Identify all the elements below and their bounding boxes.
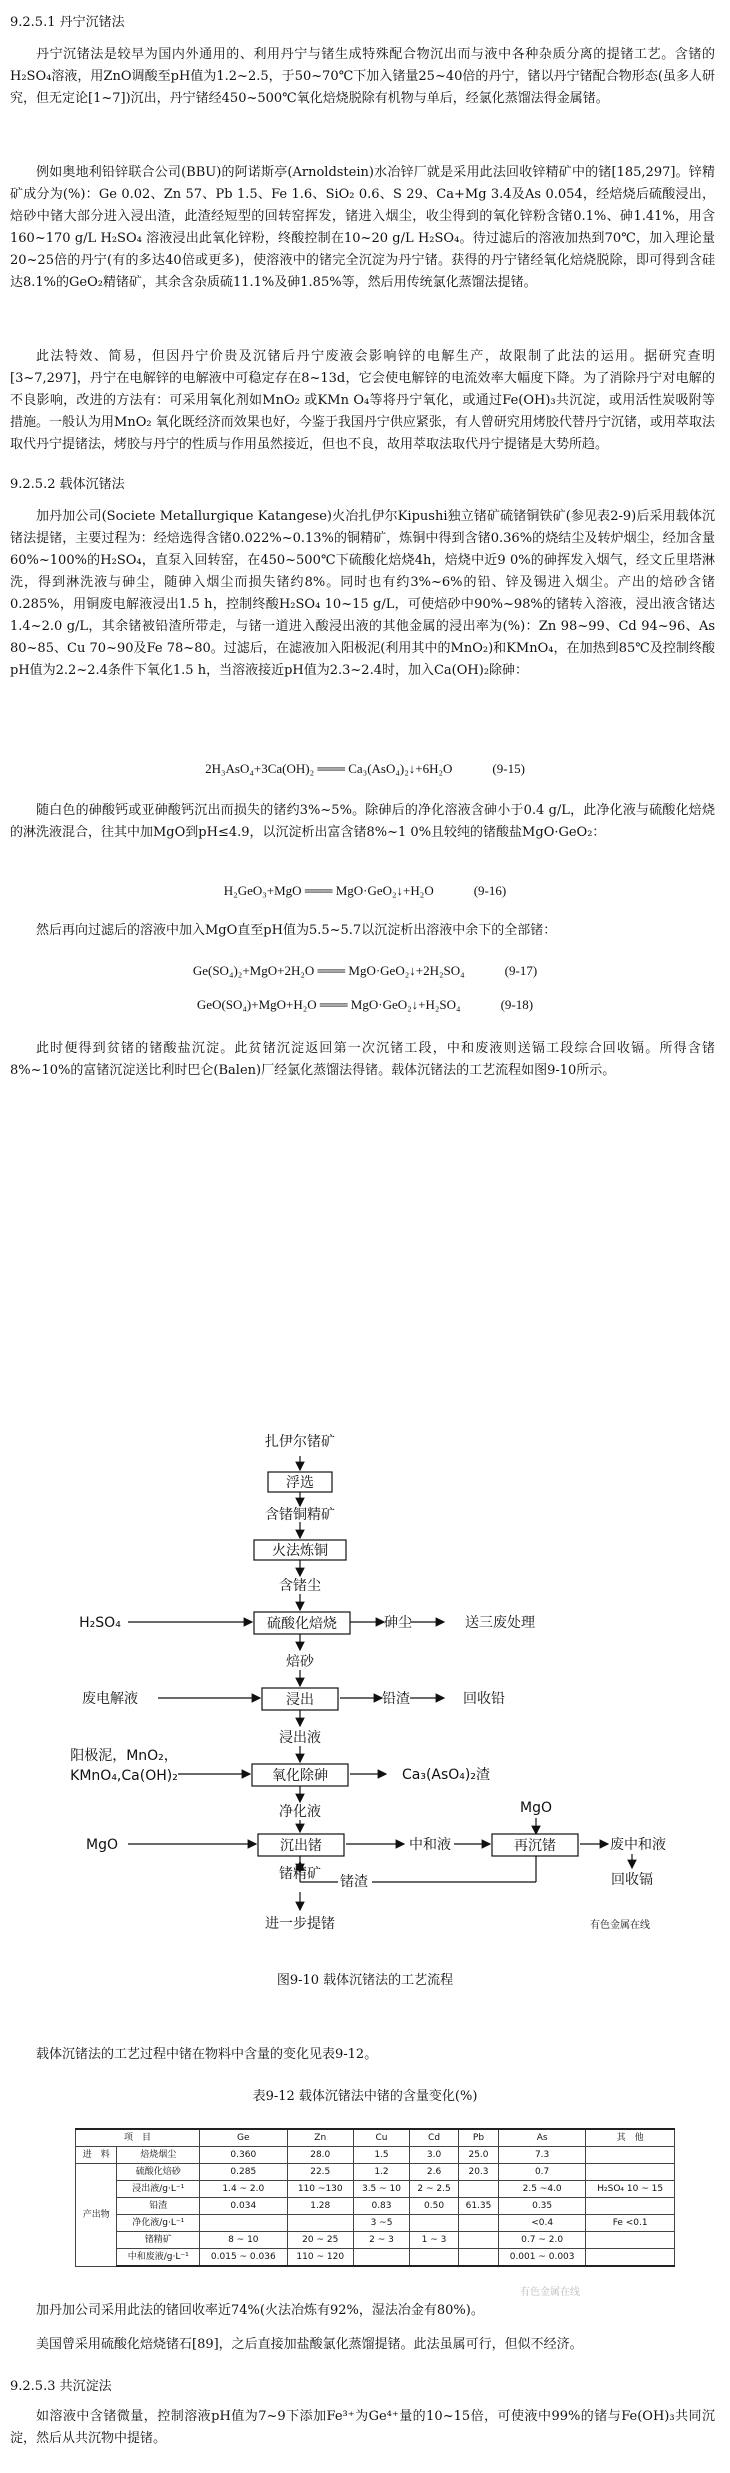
node-mgo-2: MgO — [520, 1800, 552, 1816]
table-header-cell: Cu — [353, 2129, 409, 2147]
cell: 3.5 ~ 10 — [353, 2181, 409, 2198]
row-label: 中和废液/g·L⁻¹ — [117, 2249, 200, 2267]
cell: <0.4 — [498, 2215, 585, 2232]
node-three-waste: 送三废处理 — [465, 1615, 535, 1631]
paragraph-mgo-addition: 然后再向过滤后的溶液中加入MgO直至pH值为5.5~5.7以沉淀析出溶液中余下的全部锗： — [36, 923, 557, 938]
node-pb-residue: 铅渣 — [382, 1691, 410, 1707]
cell — [287, 2215, 353, 2232]
cell — [459, 2215, 499, 2232]
paragraph-katanga-process: 加丹加公司(Societe Metallurgique Katangese)火冶扎伊尔Kipushi独立锗矿硫锗铜铁矿(参见表2-9)后采用载体沉锗法提锗，主要过程为：经焙选得含锗0.022%~0.13%的铜精矿，炼铜中得到含锗0.36%的烧结尘及转炉烟尘，经加含量60%~100%的H₂SO₄，直泵入回转窑，在450~500℃下硫酸化焙烧4h，焙烧中近9 0%的砷挥发入烟气，经文丘里塔淋洗，得到淋洗液与砷尘，随砷入烟尘而损失锗约8%。同时也有约3%~6%的铅、锌及锡进入烟尘。产出的焙砂含锗0.285%，用铜废电解液浸出1.5 h，控制终酸H₂SO₄ 10~15 g/L，可使焙砂中90%~98%的锗转入溶液，浸出液含锗达1.4~2.0 g/L，其余锗被铅渣所带走，与锗一道进入酸浸出液的其他金属的浸出率为(%)：Zn 98~99、Cd 94~96、As 80~85、Cu 70~90及Fe 78~80。过滤后，在滤液加入阳极泥(利用其中的MnO₂)和KMnO₄，在加热到85℃及控制终酸pH值为2.2~2.4条件下氧化1.5 h，当溶液接近pH值为2.3~2.4时，加入Ca(OH)₂除砷： — [10, 509, 715, 678]
cell — [200, 2215, 287, 2232]
node-ge-dust: 含锗尘 — [279, 1578, 321, 1594]
node-cd-recovery: 回收镉 — [611, 1872, 653, 1888]
cell — [410, 2215, 459, 2232]
equation-text: GeO(SO₄)+MgO+H₂O ═══ MgO·GeO₂↓+H₂SO₄ — [196, 997, 461, 1012]
equation-number: (9-18) — [500, 997, 534, 1012]
node-ca-arsenate: Ca₃(AsO₄)₂渣 — [401, 1767, 491, 1783]
cell — [586, 2232, 675, 2249]
node-oxidize-as: 氧化除砷 — [272, 1768, 328, 1784]
cell: 1.28 — [287, 2198, 353, 2215]
cell: 3 ~5 — [353, 2215, 409, 2232]
cell: 8 ~ 10 — [200, 2232, 287, 2249]
equation-9-16 — [0, 880, 730, 902]
cell: 0.015 ~ 0.036 — [200, 2249, 287, 2267]
cell: 22.5 — [287, 2164, 353, 2181]
paragraph-coprecipitation: 如溶液中含锗微量，控制溶液pH值为7~9下添加Fe³⁺为Ge⁴⁺量的10~15倍，可使液中99%的锗与Fe(OH)₃共同沉淀，然后从共沉物中提锗。 — [10, 2409, 715, 2446]
equation-number: (9-16) — [473, 883, 507, 898]
equation-number: (9-17) — [504, 963, 538, 978]
cell — [459, 2181, 499, 2198]
node-reagents-line2: KMnO₄,Ca(OH)₂ — [70, 1768, 178, 1784]
paragraph-tannin-intro: 丹宁沉锗法是较早为国内外通用的、利用丹宁与锗生成特殊配合物沉出而与液中各种杂质分离的提锗工艺。含锗的H₂SO₄溶液，用ZnO调酸至pH值为1.2~2.5，于50~70℃下加入锗量25~40倍的丹宁，锗以丹宁锗配合物形态(虽多人研究，但无定论[1~7])沉出，丹宁锗经450~500℃氧化焙烧脱除有机物与单后，经氯化蒸馏法得金属锗。 — [10, 47, 715, 106]
equation-text: 2H₃AsO₄+3Ca(OH)₂ ═══ Ca₃(AsO₄)₂↓+6H₂O — [205, 761, 453, 776]
node-neutral-liquor: 中和液 — [409, 1837, 451, 1853]
cell: 0.7 — [498, 2164, 585, 2181]
cell: 2 ~ 3 — [353, 2232, 409, 2249]
table-row — [76, 2215, 675, 2232]
cell: 0.50 — [410, 2198, 459, 2215]
cell: Fe <0.1 — [586, 2215, 675, 2232]
cell: H₂SO₄ 10 ~ 15 — [586, 2181, 675, 2198]
paragraph-arsenic-removal: 随白色的砷酸钙或亚砷酸钙沉出而损失的锗约3%~5%。除砷后的净化溶液含砷小于0.4 g/L，此净化液与硫酸化焙烧的淋洗液混合，往其中加MgO到pH≤4.9，以沉淀析出富含锗8%~1 0%且较纯的锗酸盐MgO·GeO₂： — [10, 803, 715, 840]
paragraph-bbu-example: 例如奥地利铅锌联合公司(BBU)的阿诺斯亭(Arnoldstein)水冶锌厂就是采用此法回收锌精矿中的锗[185,297]。锌精矿成分为(%)：Ge 0.02、Zn 57、Pb 1.5、Fe 1.6、SiO₂ 0.6、S 29、Ca+Mg 3.4及As 0.054，经焙烧后硫酸浸出，焙砂中锗大部分进入浸出渣，此渣经短型的回转窑挥发，锗进入烟尘，收尘得到的氧化锌粉含锗0.1%、砷1.41%，用含160~170 g/L H₂SO₄ 溶液浸出此氧化锌粉，终酸控制在10~20 g/L H₂SO₄。待过滤后的溶液加热到70℃，加入理论量20~25倍的丹宁(有的多达40倍或更多)，使溶液中的锗完全沉淀为丹宁锗。获得的丹宁锗经氧化焙烧脱除，即可得到含硅达8.1%的GeO₂精锗矿，其余含杂质硫11.1%及砷1.85%等，然后用传统氯化蒸馏法提锗。 — [10, 165, 715, 290]
cell — [586, 2164, 675, 2181]
row-label: 铅渣 — [117, 2198, 200, 2215]
equation-9-15 — [0, 758, 730, 780]
cell: 0.360 — [200, 2147, 287, 2164]
node-spent-electrolyte: 废电解液 — [82, 1691, 138, 1707]
cell: 1.5 — [353, 2147, 409, 2164]
cell: 28.0 — [287, 2147, 353, 2164]
flowchart-watermark: 有色金属在线 — [590, 1920, 650, 1931]
table-row — [76, 2147, 675, 2164]
cell: 1.4 ~ 2.0 — [200, 2181, 287, 2198]
cell: 25.0 — [459, 2147, 499, 2164]
cell: 3.0 — [410, 2147, 459, 2164]
section-heading-9-2-5-1: 9.2.5.1 丹宁沉锗法 — [10, 15, 125, 30]
cell: 61.35 — [459, 2198, 499, 2215]
cell: 20 ~ 25 — [287, 2232, 353, 2249]
table-row — [76, 2181, 675, 2198]
paragraph-table-intro: 载体沉锗法的工艺过程中锗在物料中含量的变化见表9-12。 — [36, 2047, 378, 2062]
equation-text: H₂GeO₃+MgO ═══ MgO·GeO₂↓+H₂O — [223, 883, 434, 898]
node-leach-liquor: 浸出液 — [279, 1730, 321, 1746]
cell: 0.034 — [200, 2198, 287, 2215]
paragraph-us-method: 美国曾采用硫酸化焙烧锗石[89]，之后直接加盐酸氯化蒸馏提锗。此法虽属可行，但似不经济。 — [36, 2337, 583, 2352]
cell: 20.3 — [459, 2164, 499, 2181]
node-re-precipitate: 再沉锗 — [514, 1838, 556, 1854]
cell: 110 ~ 120 — [287, 2249, 353, 2267]
cell: 2.6 — [410, 2164, 459, 2181]
figure-caption: 图9-10 载体沉锗法的工艺流程 — [276, 1973, 454, 1988]
cell: 2 ~ 2.5 — [410, 2181, 459, 2198]
table-row — [76, 2198, 675, 2215]
table-header-cell: Pb — [459, 2129, 499, 2147]
row-label: 净化液/g·L⁻¹ — [117, 2215, 200, 2232]
table-header-cell: Ge — [200, 2129, 287, 2147]
node-ge-cu-conc: 含锗铜精矿 — [265, 1507, 335, 1523]
node-leach: 浸出 — [286, 1692, 314, 1708]
node-precipitate-ge: 沉出锗 — [280, 1838, 322, 1854]
node-fire-smelting: 火法炼铜 — [272, 1543, 328, 1559]
node-ge-residue: 锗渣 — [340, 1874, 368, 1890]
node-zaire-ore: 扎伊尔锗矿 — [265, 1434, 335, 1450]
cell — [459, 2232, 499, 2249]
table-header-cell: 项 目 — [76, 2129, 200, 2147]
flowchart-figure-9-10 — [60, 1430, 670, 1960]
cell: 0.7 ~ 2.0 — [498, 2232, 585, 2249]
node-reagents-line1: 阳极泥，MnO₂， — [70, 1748, 178, 1764]
row-label: 锗精矿 — [117, 2232, 200, 2249]
table-header-cell: 其 他 — [586, 2129, 675, 2147]
equation-number: (9-15) — [492, 761, 525, 776]
cell: 2.5 ~4.0 — [498, 2181, 585, 2198]
node-mgo-1: MgO — [86, 1837, 118, 1853]
cell: 0.285 — [200, 2164, 287, 2181]
node-sulfation-roast: 硫酸化焙烧 — [267, 1616, 337, 1632]
table-9-12 — [75, 2128, 675, 2267]
row-label: 焙烧烟尘 — [117, 2147, 200, 2164]
node-waste-liquor: 废中和液 — [610, 1837, 666, 1853]
row-label: 浸出液/g·L⁻¹ — [117, 2181, 200, 2198]
node-ge-concentrate: 锗精矿 — [279, 1866, 321, 1882]
table-title: 表9-12 载体沉锗法中锗的含量变化(%) — [252, 2089, 478, 2104]
cell: 1 ~ 3 — [410, 2232, 459, 2249]
cell — [586, 2249, 675, 2267]
equation-9-17 — [0, 960, 730, 982]
node-calcine: 焙砂 — [286, 1654, 314, 1670]
table-row — [76, 2232, 675, 2249]
flowchart-svg — [60, 1430, 670, 1960]
cell — [459, 2249, 499, 2267]
paragraph-recovery-rate: 加丹加公司采用此法的锗回收率近74%(火法冶炼有92%，湿法冶金有80%)。 — [36, 2303, 484, 2318]
equation-9-18 — [0, 994, 730, 1016]
node-as-dust: 砷尘 — [384, 1615, 412, 1631]
table-row — [76, 2164, 675, 2181]
section-heading-9-2-5-3: 9.2.5.3 共沉淀法 — [10, 2379, 112, 2394]
paragraph-tannin-limits: 此法特效、简易，但因丹宁价贵及沉锗后丹宁废液会影响锌的电解生产，故限制了此法的运用。据研究查明[3~7,297]，丹宁在电解锌的电解液中可稳定存在8~13d，它会使电解锌的电流效率大幅度下降。为了消除丹宁对电解的不良影响，改进的方法有：可采用氧化剂如MnO₂ 或KMn O₄等将丹宁氧化，或通过Fe(OH)₃共沉淀，或用活性炭吸附等措施。一般认为用MnO₂ 氧化既经济而效果也好，今鉴于我国丹宁供应紧张，有人曾研究用烤胶代替丹宁沉锗，或用萃取法取代丹宁提锗法，烤胶与丹宁的性质与作用虽然接近，但也不良，故用萃取法取代丹宁提锗是大势所趋。 — [10, 349, 715, 452]
node-pb-recovery: 回收铅 — [463, 1691, 505, 1707]
table-watermark: 有色金属在线 — [520, 2287, 580, 2298]
cell: 0.001 ~ 0.003 — [498, 2249, 585, 2267]
cell: 0.83 — [353, 2198, 409, 2215]
node-flotation: 浮选 — [286, 1475, 314, 1491]
node-purified-liquor: 净化液 — [279, 1804, 321, 1820]
paragraph-lean-precipitate: 此时便得到贫锗的锗酸盐沉淀。此贫锗沉淀返回第一次沉锗工段，中和废液则送镉工段综合回收镉。所得含锗8%~10%的富锗沉淀送比利时巴仑(Balen)厂经氯化蒸馏法得锗。载体沉锗法的工艺流程如图9-10所示。 — [10, 1041, 715, 1078]
section-heading-9-2-5-2: 9.2.5.2 载体沉锗法 — [10, 477, 125, 492]
cell: 0.35 — [498, 2198, 585, 2215]
cell — [586, 2198, 675, 2215]
group-label-input: 进 料 — [76, 2147, 117, 2164]
cell — [586, 2147, 675, 2164]
table-header-cell: Zn — [287, 2129, 353, 2147]
cell — [353, 2249, 409, 2267]
table-header-cell: Cd — [410, 2129, 459, 2147]
cell: 1.2 — [353, 2164, 409, 2181]
cell — [410, 2249, 459, 2267]
node-further-ge: 进一步提锗 — [265, 1916, 335, 1932]
table-header-cell: As — [498, 2129, 585, 2147]
node-h2so4: H₂SO₄ — [79, 1615, 121, 1631]
group-label-output: 产出物 — [76, 2164, 117, 2267]
equation-text: Ge(SO₄)₂+MgO+2H₂O ═══ MgO·GeO₂↓+2H₂SO₄ — [192, 963, 465, 978]
cell: 7.3 — [498, 2147, 585, 2164]
row-label: 硫酸化焙砂 — [117, 2164, 200, 2181]
table-row — [76, 2249, 675, 2267]
cell: 110 ~130 — [287, 2181, 353, 2198]
table-header-row — [76, 2129, 675, 2147]
